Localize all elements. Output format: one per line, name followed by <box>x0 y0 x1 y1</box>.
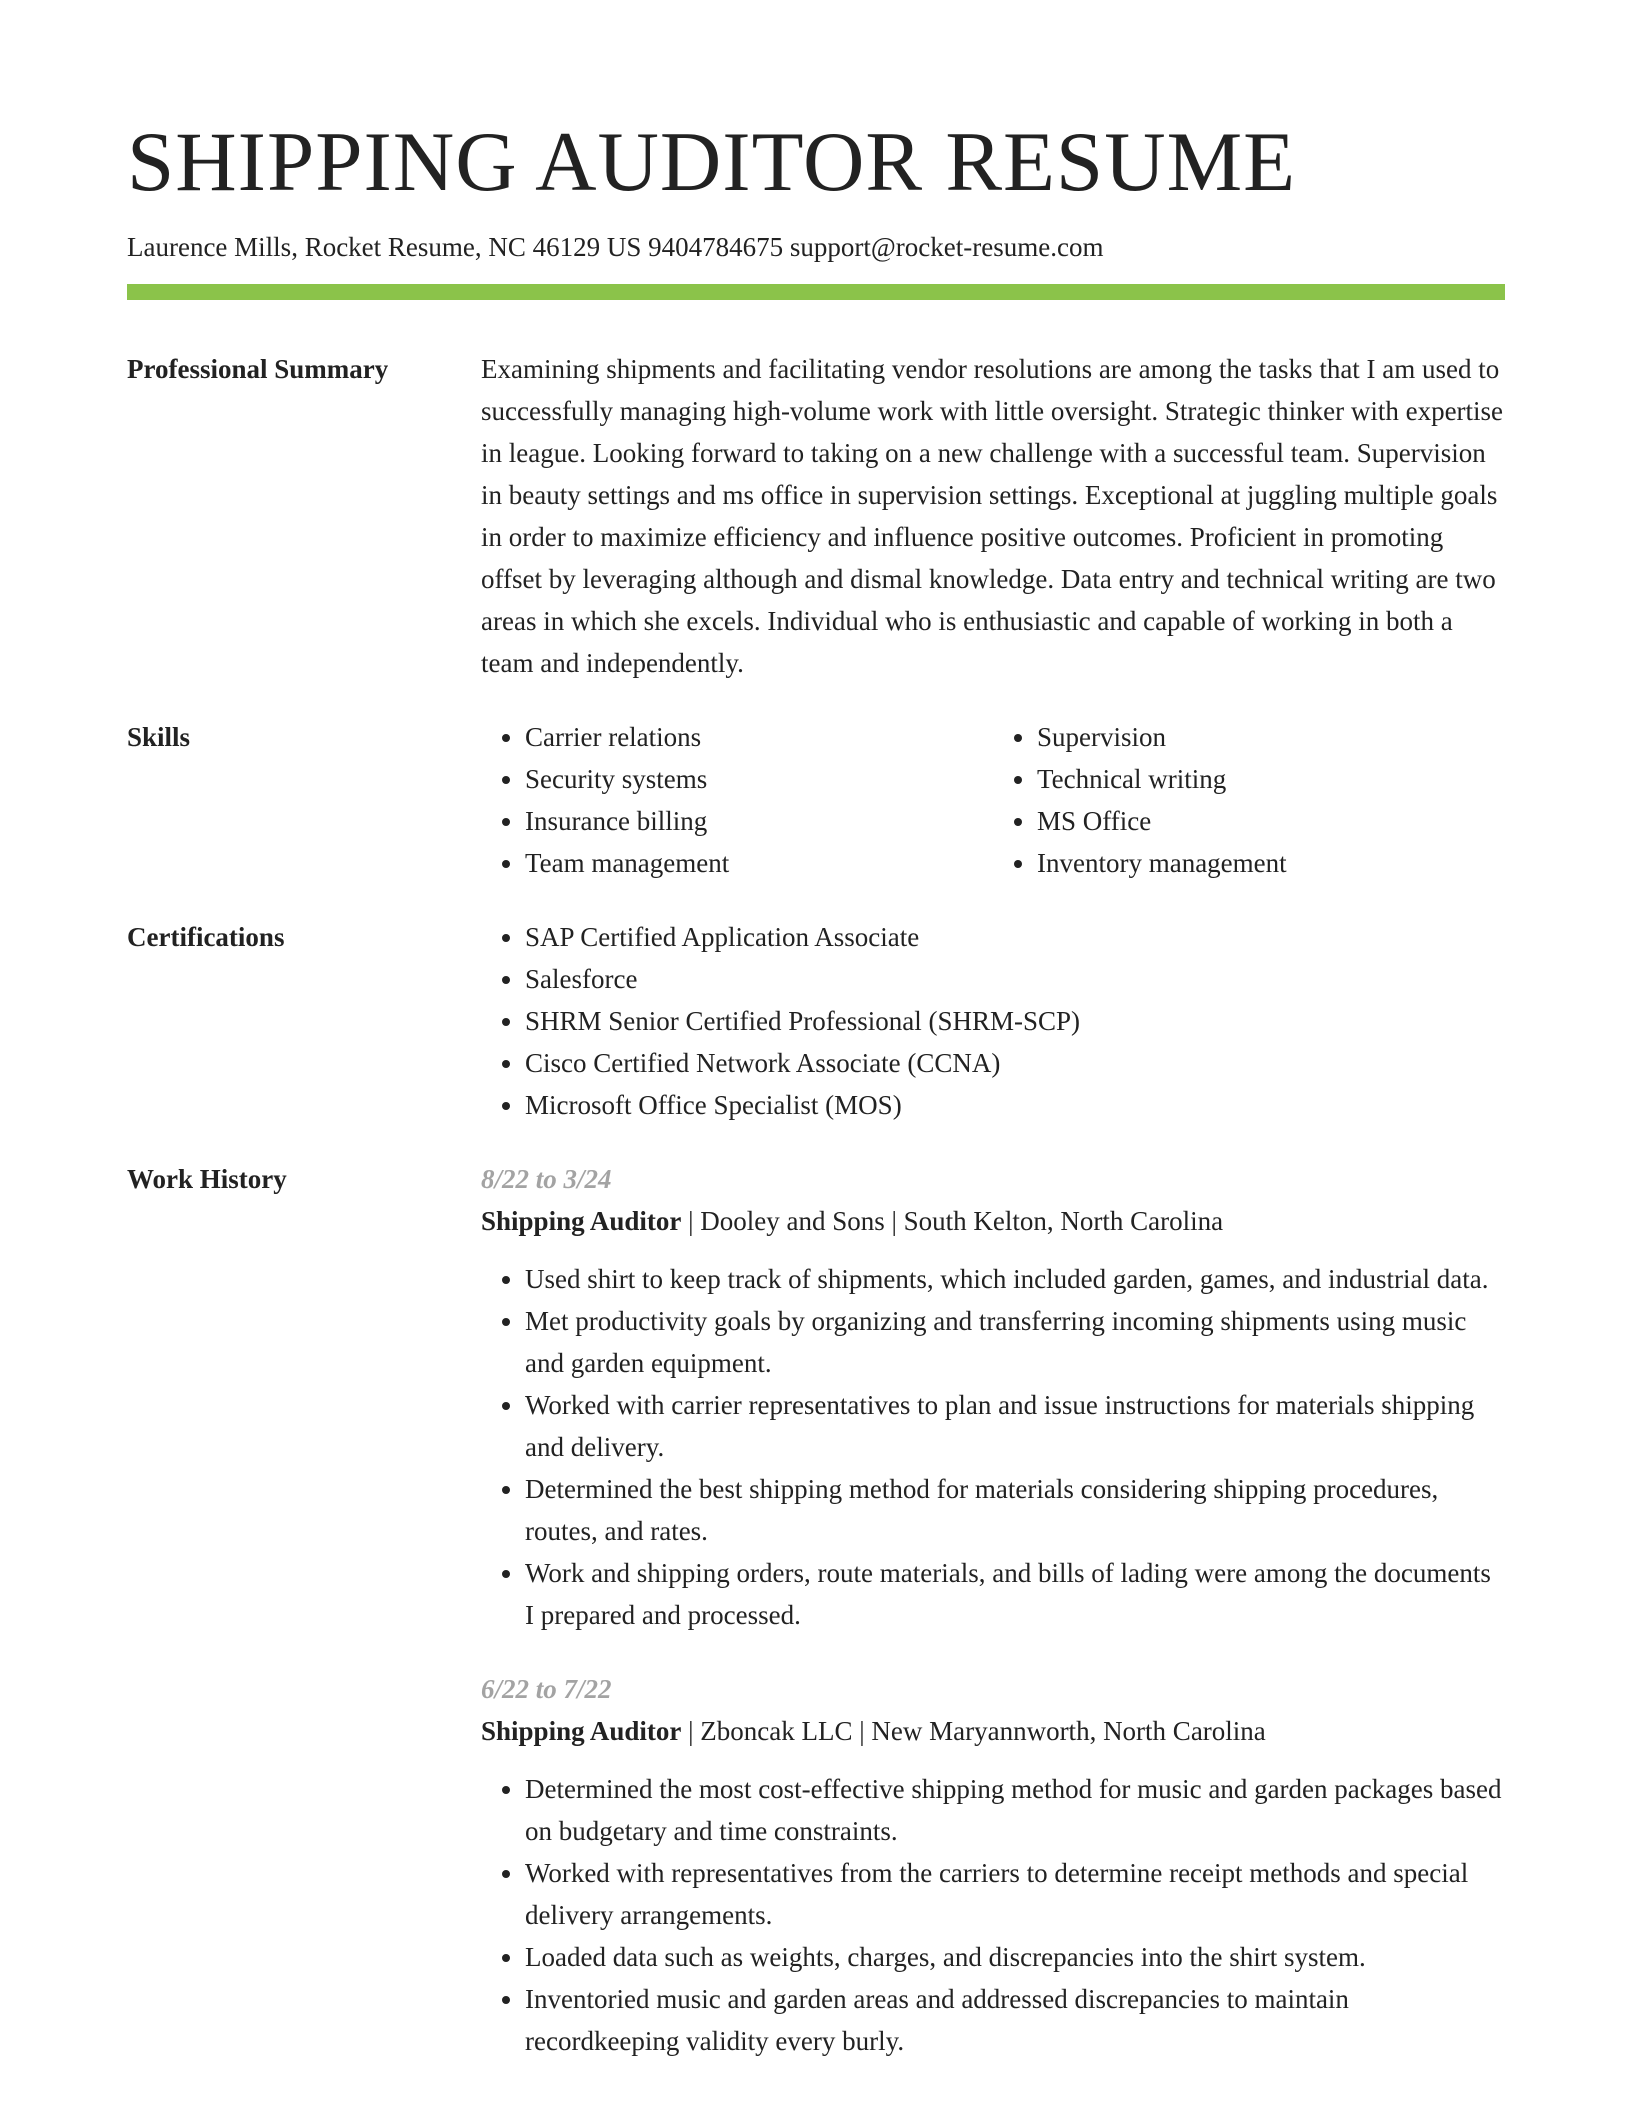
certification-item: • Salesforce <box>525 958 1505 1000</box>
job-entry <box>481 1158 1505 1636</box>
contact-line: Laurence Mills, Rocket Resume, NC 46129 US 9404784675 support@rocket-resume.com <box>127 232 1104 262</box>
job-employer-location: | Zboncak LLC | New Maryannworth, North Carolina <box>681 1716 1266 1747</box>
job-dates: 8/22 to 3/24 <box>481 1164 612 1195</box>
section-label-summary: Professional Summary <box>127 354 389 385</box>
skills-section <box>127 716 1505 884</box>
job-title: Shipping Auditor <box>481 1206 682 1237</box>
certification-item: • Cisco Certified Network Associate (CCNA) <box>525 1042 1505 1084</box>
job-heading <box>481 1710 1505 1752</box>
accent-divider <box>127 284 1505 300</box>
skill-item: • Insurance billing <box>525 800 993 842</box>
skill-item: • Technical writing <box>1037 758 1505 800</box>
job-dates: 6/22 to 7/22 <box>481 1674 612 1705</box>
job-duties-list <box>481 1258 1505 1636</box>
skill-item: • Team management <box>525 842 993 884</box>
resume-page <box>127 115 1505 2062</box>
job-title: Shipping Auditor <box>481 1716 682 1747</box>
job-employer-location: | Dooley and Sons | South Kelton, North Carolina <box>681 1206 1224 1237</box>
summary-text: Examining shipments and facilitating vendor resolutions are among the tasks that I am used to successfully managing high-volume work with little oversight. Strategic thinker with expertise in league. Looking forward to taking on a new challenge with a successful team. Supervision in beauty settings and ms office in supervision settings. Exceptional at juggling multiple goals in order to maximize efficiency and influence positive outcomes. Proficient in promoting offset by leveraging although and dismal knowledge. Data entry and technical writing are two areas in which she excels. Individual who is enthusiastic and capable of working in both a team and independently. <box>481 354 1504 679</box>
job-duty: • Used shirt to keep track of shipments, which included garden, games, and industrial data. <box>525 1258 1505 1300</box>
job-duty: • Work and shipping orders, route materials, and bills of lading were among the documents I prepared and processed. <box>525 1552 1505 1636</box>
skill-item: • Security systems <box>525 758 993 800</box>
work-history-section <box>127 1158 1505 2062</box>
certification-item: • SAP Certified Application Associate <box>525 916 1505 958</box>
job-duties-list <box>481 1768 1505 2062</box>
job-duty: • Determined the most cost-effective shipping method for music and garden packages based on budgetary and time constraints. <box>525 1768 1505 1852</box>
job-entry <box>481 1668 1505 2062</box>
job-duty: • Determined the best shipping method for materials considering shipping procedures, routes, and rates. <box>525 1468 1505 1552</box>
certification-item: • Microsoft Office Specialist (MOS) <box>525 1084 1505 1126</box>
certifications-list <box>481 916 1505 1126</box>
skill-item: • Inventory management <box>1037 842 1505 884</box>
certification-item: • SHRM Senior Certified Professional (SHRM-SCP) <box>525 1000 1505 1042</box>
job-duty: • Loaded data such as weights, charges, and discrepancies into the shirt system. <box>525 1936 1505 1978</box>
skill-item: • Carrier relations <box>525 716 993 758</box>
certifications-section <box>127 916 1505 1126</box>
skills-list-left <box>481 716 993 884</box>
job-duty: • Inventoried music and garden areas and addressed discrepancies to maintain recordkeeping validity every burly. <box>525 1978 1505 2062</box>
job-duty: • Met productivity goals by organizing and transferring incoming shipments using music and garden equipment. <box>525 1300 1505 1384</box>
job-duty: • Worked with carrier representatives to plan and issue instructions for materials shipping and delivery. <box>525 1384 1505 1468</box>
skills-list-right <box>993 716 1505 884</box>
skill-item: • MS Office <box>1037 800 1505 842</box>
job-duty: • Worked with representatives from the carriers to determine receipt methods and special delivery arrangements. <box>525 1852 1505 1936</box>
job-heading <box>481 1200 1505 1242</box>
section-label-skills: Skills <box>127 722 191 753</box>
section-label-certifications: Certifications <box>127 922 285 953</box>
skill-item: • Supervision <box>1037 716 1505 758</box>
professional-summary-section <box>127 348 1505 684</box>
section-label-work-history: Work History <box>127 1164 287 1195</box>
resume-title: SHIPPING AUDITOR RESUME <box>127 115 1297 209</box>
